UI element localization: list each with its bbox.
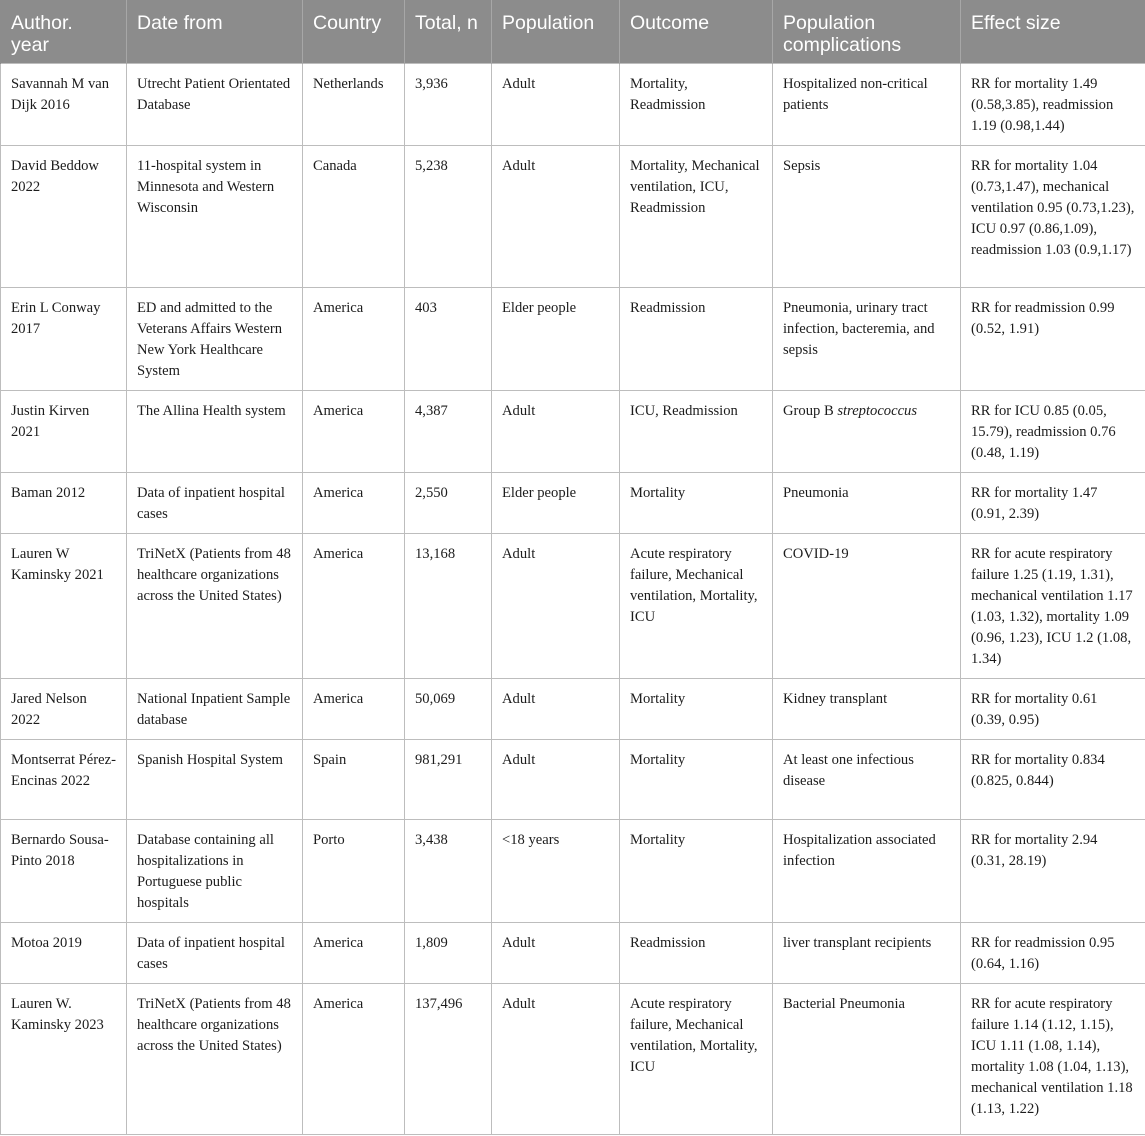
cell-author: David Beddow 2022 [1,145,127,287]
cell-date-from: National Inpatient Sample database [127,678,303,739]
cell-outcome: Mortality [620,472,773,533]
table-row [1,922,1145,983]
cell-total: 1,809 [405,922,492,983]
cell-date-from: Spanish Hospital System [127,739,303,819]
table-row [1,678,1145,739]
cell-complications: Sepsis [773,145,961,287]
cell-total: 2,550 [405,472,492,533]
cell-complications: Pneumonia [773,472,961,533]
cell-complications: Hospitalized non-critical patients [773,63,961,145]
cell-complications: COVID-19 [773,533,961,678]
header-date-from: Date from [127,0,303,63]
cell-effect-size: RR for mortality 1.04 (0.73,1.47), mechanical ventilation 0.95 (0.73,1.23), ICU 0.97 (0.86,1.09), readmission 1.03 (0.9,1.17) [961,145,1145,287]
table-row [1,145,1145,287]
cell-outcome: Mortality [620,819,773,922]
cell-effect-size: RR for mortality 1.47 (0.91, 2.39) [961,472,1145,533]
cell-effect-size: RR for mortality 0.61 (0.39, 0.95) [961,678,1145,739]
cell-complications: At least one infectious disease [773,739,961,819]
cell-author: Justin Kirven 2021 [1,390,127,472]
cell-country: America [303,533,405,678]
cell-author: Erin L Conway 2017 [1,287,127,390]
table-row [1,390,1145,472]
cell-total: 403 [405,287,492,390]
table-row [1,819,1145,922]
cell-population: Elder people [492,287,620,390]
cell-author: Jared Nelson 2022 [1,678,127,739]
cell-country: America [303,678,405,739]
cell-outcome: Readmission [620,287,773,390]
cell-complications: Kidney transplant [773,678,961,739]
table-row [1,739,1145,819]
cell-date-from: TriNetX (Patients from 48 healthcare organizations across the United States) [127,533,303,678]
cell-author: Montserrat Pérez-Encinas 2022 [1,739,127,819]
cell-date-from: Data of inpatient hospital cases [127,472,303,533]
header-effect-size: Effect size [961,0,1145,63]
cell-total: 3,438 [405,819,492,922]
cell-population: Adult [492,145,620,287]
cell-author: Bernardo Sousa-Pinto 2018 [1,819,127,922]
cell-complications: Pneumonia, urinary tract infection, bacteremia, and sepsis [773,287,961,390]
cell-population: Adult [492,922,620,983]
cell-author: Lauren W Kaminsky 2021 [1,533,127,678]
header-population-complications: Population complications [773,0,961,63]
cell-author: Lauren W. Kaminsky 2023 [1,983,127,1134]
table-row [1,287,1145,390]
cell-country: America [303,983,405,1134]
cell-effect-size: RR for mortality 2.94 (0.31, 28.19) [961,819,1145,922]
cell-population: Adult [492,678,620,739]
table-row [1,983,1145,1134]
cell-country: America [303,472,405,533]
cell-country: America [303,922,405,983]
header-total: Total, n [405,0,492,63]
table-row [1,533,1145,678]
cell-author: Baman 2012 [1,472,127,533]
cell-date-from: Data of inpatient hospital cases [127,922,303,983]
cell-complications: liver transplant recipients [773,922,961,983]
cell-total: 137,496 [405,983,492,1134]
cell-complications: Hospitalization associated infection [773,819,961,922]
cell-effect-size: RR for mortality 0.834 (0.825, 0.844) [961,739,1145,819]
cell-date-from: TriNetX (Patients from 48 healthcare organizations across the United States) [127,983,303,1134]
cell-outcome: Acute respiratory failure, Mechanical ventilation, Mortality, ICU [620,533,773,678]
cell-outcome: Mortality [620,739,773,819]
header-population: Population [492,0,620,63]
cell-country: Netherlands [303,63,405,145]
cell-date-from: Utrecht Patient Orientated Database [127,63,303,145]
cell-date-from: 11-hospital system in Minnesota and Western Wisconsin [127,145,303,287]
cell-population: Adult [492,983,620,1134]
cell-population: Adult [492,390,620,472]
complications-text: Group B [783,402,838,419]
cell-population: Adult [492,533,620,678]
table-row [1,472,1145,533]
table-row [1,63,1145,145]
cell-effect-size: RR for acute respiratory failure 1.14 (1.12, 1.15), ICU 1.11 (1.08, 1.14), mortality 1.08 (1.04, 1.13), mechanical ventilation 1.18 (1.13, 1.22) [961,983,1145,1134]
cell-author: Motoa 2019 [1,922,127,983]
cell-total: 5,238 [405,145,492,287]
cell-population: Adult [492,739,620,819]
cell-complications: Bacterial Pneumonia [773,983,961,1134]
cell-country: America [303,287,405,390]
cell-effect-size: RR for ICU 0.85 (0.05, 15.79), readmission 0.76 (0.48, 1.19) [961,390,1145,472]
cell-outcome: Mortality [620,678,773,739]
cell-date-from: Database containing all hospitalizations in Portuguese public hospitals [127,819,303,922]
cell-outcome: Mortality, Readmission [620,63,773,145]
cell-effect-size: RR for mortality 1.49 (0.58,3.85), readmission 1.19 (0.98,1.44) [961,63,1145,145]
complications-italic-text: streptococcus [837,402,918,419]
cell-outcome: Readmission [620,922,773,983]
cell-population: Elder people [492,472,620,533]
header-country: Country [303,0,405,63]
cell-effect-size: RR for readmission 0.99 (0.52, 1.91) [961,287,1145,390]
cell-total: 981,291 [405,739,492,819]
cell-total: 50,069 [405,678,492,739]
cell-date-from: The Allina Health system [127,390,303,472]
header-author-year: Author. year [1,0,127,63]
cell-country: America [303,390,405,472]
cell-outcome: ICU, Readmission [620,390,773,472]
table-header [1,0,1145,63]
cell-population: Adult [492,63,620,145]
cell-author: Savannah M van Dijk 2016 [1,63,127,145]
cell-effect-size: RR for readmission 0.95 (0.64, 1.16) [961,922,1145,983]
cell-total: 4,387 [405,390,492,472]
cell-complications [773,390,961,472]
header-row [1,0,1145,63]
cell-country: Porto [303,819,405,922]
cell-outcome: Mortality, Mechanical ventilation, ICU, Readmission [620,145,773,287]
cell-country: Canada [303,145,405,287]
cell-date-from: ED and admitted to the Veterans Affairs Western New York Healthcare System [127,287,303,390]
header-outcome: Outcome [620,0,773,63]
cell-population: <18 years [492,819,620,922]
table-body [1,63,1145,1134]
cell-effect-size: RR for acute respiratory failure 1.25 (1.19, 1.31), mechanical ventilation 1.17 (1.03, 1.32), mortality 1.09 (0.96, 1.23), ICU 1.2 (1.08, 1.34) [961,533,1145,678]
cell-outcome: Acute respiratory failure, Mechanical ventilation, Mortality, ICU [620,983,773,1134]
cell-total: 3,936 [405,63,492,145]
cell-country: Spain [303,739,405,819]
cell-total: 13,168 [405,533,492,678]
